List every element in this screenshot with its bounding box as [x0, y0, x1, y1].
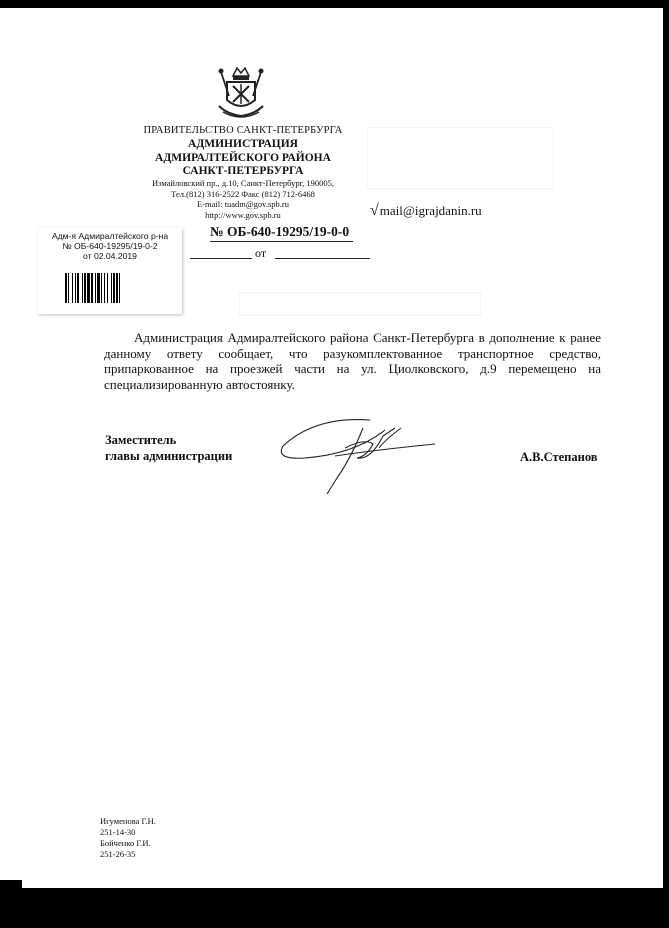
barcode-bar — [111, 273, 112, 303]
handwritten-signature — [275, 408, 445, 498]
registration-stamp: Адм-я Адмиралтейского р-на № ОБ-640-19295/19-0-2 от 02.04.2019 — [38, 228, 182, 314]
barcode-bar — [116, 273, 118, 303]
reference-date-line: от — [190, 246, 380, 262]
barcode-bar — [72, 273, 73, 303]
barcode-bar — [113, 273, 115, 303]
government-name: ПРАВИТЕЛЬСТВО САНКТ-ПЕТЕРБУРГА — [143, 125, 343, 136]
redacted-area — [368, 128, 553, 188]
scan-border-left — [0, 880, 22, 928]
barcode-bar — [87, 273, 90, 303]
checkmark-icon: √ — [370, 202, 379, 219]
signer-title: Заместитель главы администрации — [105, 433, 233, 463]
scan-border-top — [0, 0, 669, 8]
barcode-bar — [119, 273, 120, 303]
barcode-bar — [82, 273, 83, 303]
barcode-icon — [65, 273, 157, 303]
coat-of-arms-icon — [213, 62, 269, 124]
reference-number: № ОБ-640-19295/19-0-0 — [210, 224, 349, 240]
barcode-bar — [65, 273, 67, 303]
barcode-bar — [104, 273, 105, 303]
barcode-bar — [77, 273, 79, 303]
scan-border-right — [663, 0, 669, 928]
executor-info: Игуменова Г.Н. 251-14-30 Бойченко Г.И. 251-26-35 — [100, 816, 156, 859]
barcode-bar — [97, 273, 100, 303]
barcode-bar — [75, 273, 76, 303]
letter-body: Администрация Адмиралтейского района Санкт-Петербурга в дополнение к ранее данному ответу сообщает, что разукомплектованное транспортное средство, припаркованное на проезжей части на ул. Циолковского, д.9 перемещено на специализированную автостоянку. — [104, 330, 601, 392]
recipient-email: √mail@igrajdanin.ru — [370, 202, 482, 219]
barcode-bar — [91, 273, 93, 303]
barcode-bar — [68, 273, 69, 303]
barcode-bar — [107, 273, 108, 303]
underline — [210, 241, 353, 242]
barcode-bar — [101, 273, 102, 303]
barcode-bar — [84, 273, 86, 303]
administration-name: АДМИНИСТРАЦИЯ АДМИРАЛТЕЙСКОГО РАЙОНА САНКТ-ПЕТЕРБУРГА — [155, 138, 331, 177]
scan-border-bottom — [0, 888, 669, 928]
signer-name: А.В.Степанов — [520, 450, 598, 464]
redacted-area — [240, 293, 480, 315]
barcode-bar — [95, 273, 96, 303]
contact-address: Измайловский пр., д.10, Санкт-Петербург, 190005, Тел.(812) 316-2522 Факс (812) 712-6468 E-mail: tuadm@gov.spb.ru http://www.gov.spb.ru — [151, 178, 335, 220]
